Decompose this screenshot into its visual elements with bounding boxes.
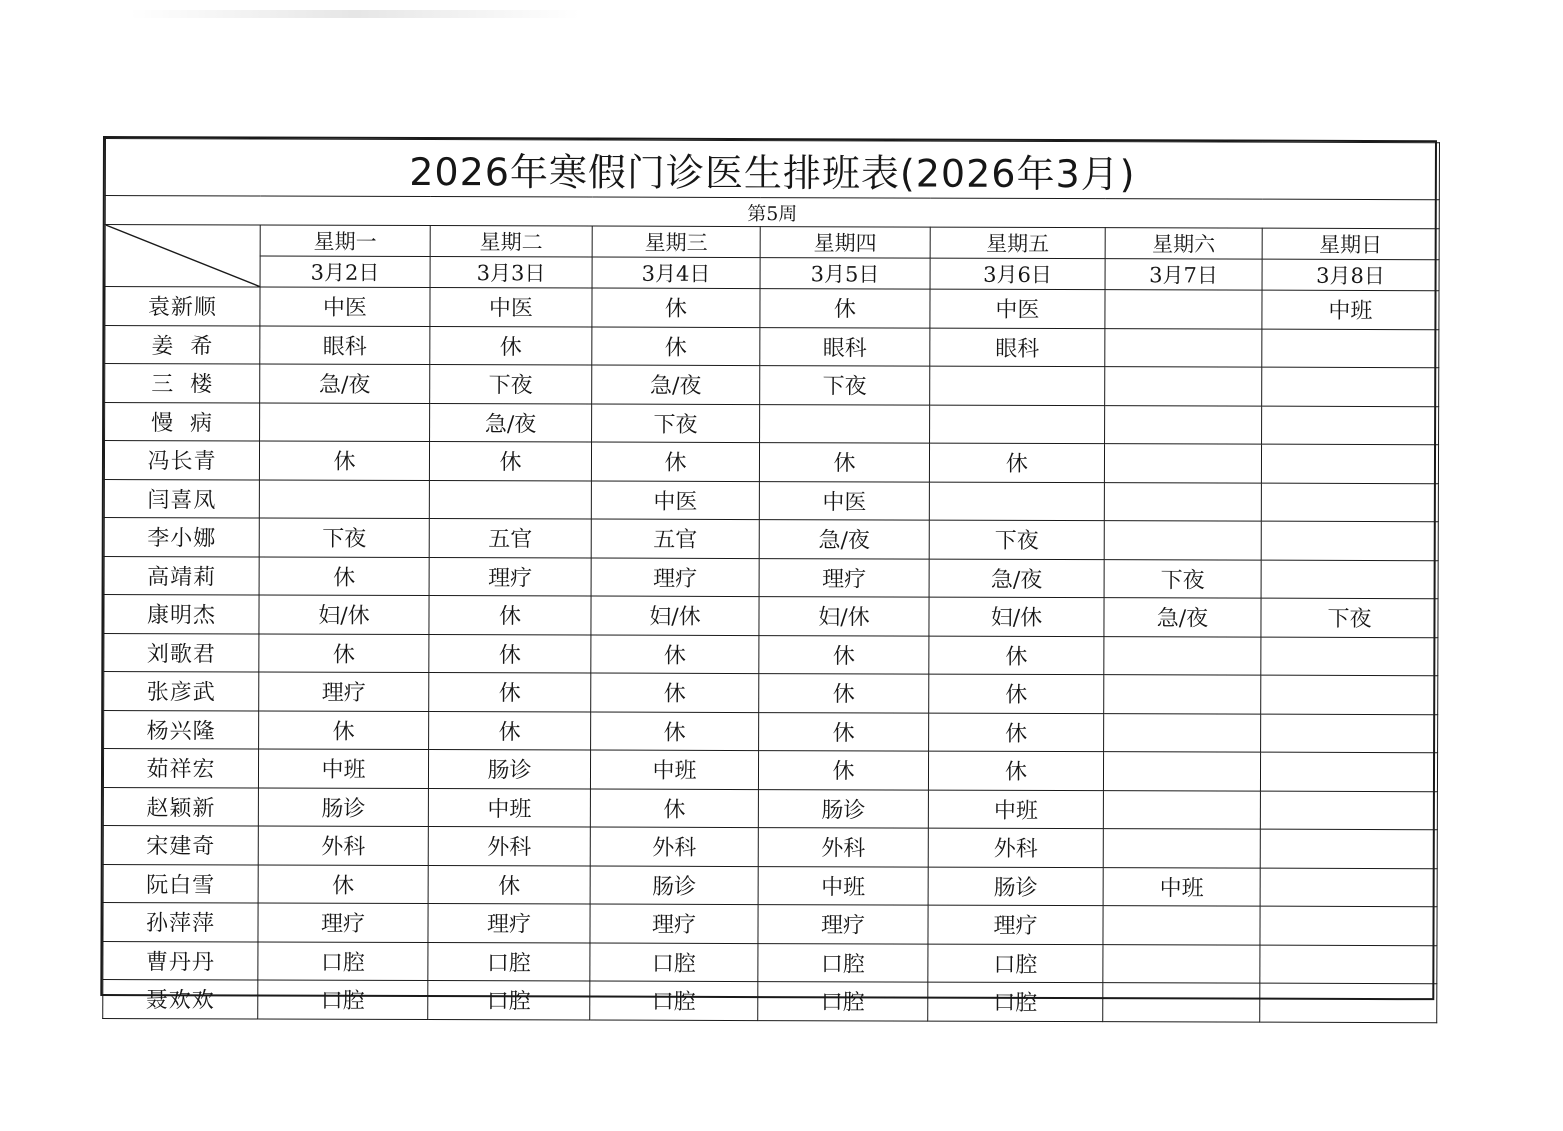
shift-cell: 休 — [759, 712, 929, 751]
shift-cell: 急/夜 — [1104, 598, 1261, 637]
shift-cell — [1103, 983, 1260, 1022]
table-row — [104, 633, 1438, 676]
shift-cell: 下夜 — [430, 365, 592, 404]
shift-cell — [1103, 944, 1260, 983]
shift-cell: 休 — [259, 441, 429, 480]
shift-cell: 休 — [760, 289, 930, 328]
shift-cell: 外科 — [258, 826, 428, 865]
shift-cell: 口腔 — [590, 981, 758, 1020]
table-row — [104, 441, 1438, 484]
shift-cell: 眼科 — [260, 325, 430, 364]
shift-cell: 中医 — [930, 289, 1105, 328]
shift-cell: 休 — [430, 326, 592, 365]
shift-cell — [1261, 521, 1438, 560]
shift-cell: 口腔 — [258, 980, 428, 1019]
staff-name: 李小娜 — [104, 518, 259, 557]
shift-cell — [1261, 560, 1438, 599]
shift-cell: 肠诊 — [258, 787, 428, 826]
shift-cell: 休 — [592, 327, 760, 366]
table-row — [105, 364, 1439, 407]
shift-cell — [1260, 829, 1437, 868]
shift-cell: 眼科 — [760, 327, 930, 366]
weekday-header: 星期六 — [1105, 228, 1262, 259]
shift-cell: 休 — [758, 751, 928, 790]
table-row — [104, 595, 1438, 638]
shift-cell — [930, 366, 1105, 405]
shift-cell — [1260, 791, 1437, 830]
shift-cell — [1260, 906, 1437, 945]
shift-cell: 口腔 — [928, 982, 1103, 1021]
shift-cell: 休 — [591, 712, 759, 751]
shift-cell: 五官 — [429, 519, 591, 558]
shift-cell: 休 — [929, 443, 1104, 482]
table-row — [103, 749, 1437, 792]
shift-cell: 休 — [429, 634, 591, 673]
shift-cell: 中医 — [430, 288, 592, 327]
shift-cell — [1105, 367, 1262, 406]
shift-cell: 下夜 — [592, 404, 760, 443]
shift-cell: 下夜 — [760, 366, 930, 405]
table-row — [104, 518, 1438, 561]
shift-cell: 妇/休 — [759, 597, 929, 636]
shift-cell — [1104, 482, 1261, 521]
shift-cell — [1260, 945, 1437, 984]
shift-cell: 休 — [429, 596, 591, 635]
table-row — [105, 287, 1439, 330]
shift-cell: 理疗 — [591, 558, 759, 597]
shift-cell: 理疗 — [428, 904, 590, 943]
week-label: 第5周 — [105, 196, 1439, 229]
date-header: 3月3日 — [430, 257, 592, 289]
shift-cell: 理疗 — [758, 905, 928, 944]
shift-cell — [1104, 636, 1261, 675]
shift-cell: 妇/休 — [929, 597, 1104, 636]
shift-cell — [1105, 405, 1262, 444]
weekday-header: 星期五 — [930, 227, 1105, 259]
shift-cell — [1260, 752, 1437, 791]
staff-name: 杨兴隆 — [104, 710, 259, 749]
shift-cell — [1261, 444, 1438, 483]
shift-cell: 中班 — [590, 750, 758, 789]
date-header: 3月5日 — [760, 258, 930, 290]
staff-name: 高靖莉 — [104, 556, 259, 595]
weekday-header: 星期日 — [1262, 228, 1439, 260]
shift-cell: 中医 — [759, 481, 929, 520]
shift-cell — [1260, 983, 1437, 1022]
schedule-sheet — [100, 136, 1437, 1017]
table-row — [103, 903, 1437, 946]
table-row — [103, 787, 1437, 830]
shift-cell — [1103, 790, 1260, 829]
shift-cell: 中医 — [591, 481, 759, 520]
staff-name: 慢 病 — [105, 402, 260, 441]
shift-cell: 口腔 — [428, 981, 590, 1020]
diagonal-line — [106, 225, 260, 286]
shift-cell: 口腔 — [758, 943, 928, 982]
shift-cell: 肠诊 — [758, 789, 928, 828]
staff-name: 张彦武 — [104, 672, 259, 711]
shift-cell: 休 — [759, 635, 929, 674]
shift-cell — [1105, 290, 1262, 329]
shift-cell — [1261, 637, 1438, 676]
scan-artifact — [130, 10, 580, 18]
shift-cell: 外科 — [590, 827, 758, 866]
shift-cell: 休 — [259, 556, 429, 595]
shift-cell: 休 — [592, 288, 760, 327]
shift-cell: 下夜 — [1261, 598, 1438, 637]
staff-name: 冯长青 — [104, 441, 259, 480]
staff-name: 阮白雪 — [103, 864, 258, 903]
shift-cell: 理疗 — [590, 904, 758, 943]
shift-cell — [260, 402, 430, 441]
shift-cell — [1104, 675, 1261, 714]
shift-cell: 休 — [591, 673, 759, 712]
date-header: 3月2日 — [260, 256, 430, 288]
shift-cell: 休 — [929, 674, 1104, 713]
staff-name: 袁新顺 — [105, 287, 260, 326]
table-row — [103, 826, 1437, 869]
table-row — [104, 479, 1438, 522]
shift-cell — [1262, 406, 1439, 445]
staff-name: 曹丹丹 — [103, 941, 258, 980]
shift-cell: 中班 — [1262, 290, 1439, 329]
shift-cell: 中班 — [758, 866, 928, 905]
shift-cell — [1105, 328, 1262, 367]
shift-cell: 休 — [259, 633, 429, 672]
shift-cell — [429, 480, 591, 519]
shift-cell: 眼科 — [930, 328, 1105, 367]
shift-cell — [1262, 367, 1439, 406]
shift-cell: 休 — [428, 865, 590, 904]
table-row — [103, 941, 1437, 984]
shift-cell — [1261, 675, 1438, 714]
header-corner-diagonal — [105, 225, 260, 287]
shift-cell: 下夜 — [929, 520, 1104, 559]
shift-cell: 肠诊 — [928, 867, 1103, 906]
table-row — [103, 864, 1437, 907]
table-row — [104, 556, 1438, 599]
staff-name: 闫喜凤 — [104, 479, 259, 518]
shift-cell — [1262, 329, 1439, 368]
shift-cell: 外科 — [428, 827, 590, 866]
shift-cell: 理疗 — [259, 672, 429, 711]
shift-cell: 中医 — [260, 287, 430, 326]
staff-name: 三 楼 — [105, 364, 260, 403]
shift-cell: 妇/休 — [591, 596, 759, 635]
shift-cell: 下夜 — [1104, 559, 1261, 598]
shift-cell: 急/夜 — [929, 559, 1104, 598]
shift-cell: 中班 — [928, 790, 1103, 829]
shift-cell: 休 — [929, 636, 1104, 675]
shift-cell — [1261, 483, 1438, 522]
shift-cell: 口腔 — [428, 942, 590, 981]
shift-cell — [1103, 752, 1260, 791]
date-header: 3月7日 — [1105, 259, 1262, 290]
shift-cell: 口腔 — [758, 982, 928, 1021]
shift-cell: 休 — [759, 443, 929, 482]
schedule-title: 2026年寒假门诊医生排班表(2026年3月) — [105, 139, 1439, 200]
shift-cell — [1103, 906, 1260, 945]
shift-cell: 休 — [258, 864, 428, 903]
table-row — [105, 325, 1439, 368]
shift-cell — [1104, 521, 1261, 560]
shift-cell: 休 — [259, 710, 429, 749]
shift-cell: 休 — [591, 442, 759, 481]
shift-cell: 休 — [591, 635, 759, 674]
shift-cell: 急/夜 — [592, 365, 760, 404]
table-row — [104, 672, 1438, 715]
shift-cell: 休 — [429, 442, 591, 481]
staff-name: 赵颖新 — [103, 787, 258, 826]
shift-cell: 五官 — [591, 519, 759, 558]
shift-cell: 外科 — [928, 828, 1103, 867]
shift-cell: 中班 — [428, 788, 590, 827]
staff-name: 茹祥宏 — [103, 749, 258, 788]
shift-cell — [1260, 868, 1437, 907]
shift-cell: 口腔 — [590, 943, 758, 982]
shift-cell: 急/夜 — [430, 403, 592, 442]
shift-cell: 肠诊 — [590, 866, 758, 905]
staff-name: 聂欢欢 — [103, 980, 258, 1019]
shift-cell — [760, 404, 930, 443]
shift-cell: 休 — [759, 674, 929, 713]
shift-cell — [1261, 714, 1438, 753]
shift-cell — [1104, 713, 1261, 752]
shift-cell: 休 — [429, 711, 591, 750]
shift-cell: 外科 — [758, 828, 928, 867]
staff-name: 刘歌君 — [104, 633, 259, 672]
table-row — [103, 980, 1437, 1023]
date-header: 3月4日 — [592, 257, 760, 289]
shift-cell: 急/夜 — [260, 364, 430, 403]
shift-cell — [930, 405, 1105, 444]
shift-cell: 理疗 — [759, 558, 929, 597]
shift-cell: 中班 — [258, 749, 428, 788]
shift-cell — [1104, 444, 1261, 483]
staff-name: 孙萍萍 — [103, 903, 258, 942]
shift-cell: 肠诊 — [428, 750, 590, 789]
shift-cell: 口腔 — [928, 944, 1103, 983]
shift-cell: 休 — [429, 673, 591, 712]
staff-name: 宋建奇 — [103, 826, 258, 865]
staff-name: 姜 希 — [105, 325, 260, 364]
shift-cell: 口腔 — [258, 941, 428, 980]
shift-cell: 下夜 — [259, 518, 429, 557]
shift-cell: 休 — [590, 789, 758, 828]
schedule-table — [102, 138, 1440, 1023]
shift-cell: 休 — [928, 751, 1103, 790]
table-row — [104, 710, 1438, 753]
date-header: 3月6日 — [930, 258, 1105, 290]
shift-cell: 急/夜 — [759, 520, 929, 559]
shift-cell: 理疗 — [429, 557, 591, 596]
shift-cell — [259, 479, 429, 518]
weekday-header: 星期二 — [430, 226, 592, 258]
shift-cell: 理疗 — [258, 903, 428, 942]
shift-cell: 妇/休 — [259, 595, 429, 634]
weekday-header: 星期一 — [260, 225, 430, 257]
shift-cell: 理疗 — [928, 905, 1103, 944]
shift-cell — [929, 482, 1104, 521]
weekday-header: 星期四 — [760, 227, 930, 259]
table-row — [105, 402, 1439, 445]
weekday-header: 星期三 — [592, 226, 760, 258]
shift-cell: 中班 — [1103, 867, 1260, 906]
staff-name: 康明杰 — [104, 595, 259, 634]
shift-cell — [1103, 829, 1260, 868]
date-header: 3月8日 — [1262, 259, 1439, 291]
shift-cell: 休 — [929, 713, 1104, 752]
